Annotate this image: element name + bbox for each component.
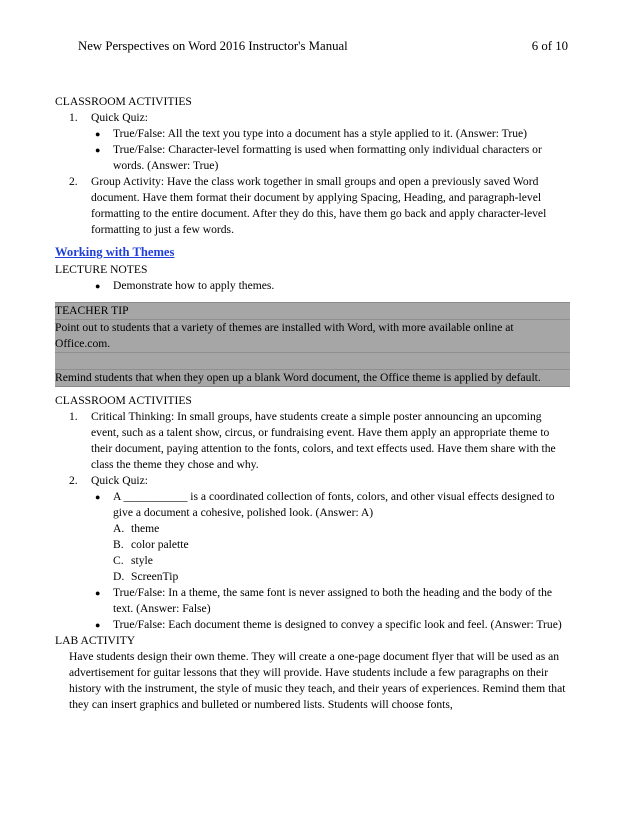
teacher-tip-paragraph: Remind students that when they open up a blank Word document, the Office theme is applied by default. bbox=[55, 371, 541, 384]
bullet-text: True/False: In a theme, the same font is never assigned to both the heading and the body of the text. (Answer: False) bbox=[113, 586, 553, 615]
answer-option bbox=[55, 569, 570, 585]
page-number: 6 of 10 bbox=[531, 39, 568, 53]
teacher-tip-paragraph: Point out to students that a variety of themes are installed with Word, with more available online at Office.com. bbox=[55, 320, 570, 353]
list-number: 1. bbox=[69, 410, 78, 423]
list-item bbox=[55, 473, 570, 489]
section-label: LAB ACTIVITY bbox=[55, 634, 136, 647]
list-item bbox=[55, 409, 570, 473]
bullet-icon: ● bbox=[95, 129, 101, 139]
teacher-tip-label: TEACHER TIP bbox=[55, 303, 570, 320]
section-label: CLASSROOM ACTIVITIES bbox=[55, 394, 192, 407]
bullet-text: True/False: All the text you type into a document has a style applied to it. (Answer: True) bbox=[113, 127, 527, 140]
option-text: ScreenTip bbox=[131, 570, 179, 583]
bullet-text: A ___________ is a coordinated collection of fonts, colors, and other visual effects designed to give a document a cohesive, polished look. (Answer: A) bbox=[113, 490, 555, 519]
page-content bbox=[55, 94, 570, 713]
teacher-tip-spacer bbox=[55, 353, 570, 370]
bullet-text: True/False: Character-level formatting is used when formatting only individual characters or words. (Answer: True) bbox=[113, 143, 542, 172]
bullet-item bbox=[55, 617, 570, 633]
list-item-text: Quick Quiz: bbox=[91, 474, 148, 487]
list-item-text: Quick Quiz: bbox=[91, 111, 148, 124]
bullet-icon: ● bbox=[95, 620, 101, 630]
option-letter: C. bbox=[113, 554, 124, 567]
header-title: New Perspectives on Word 2016 Instructor's Manual bbox=[78, 39, 348, 53]
answer-option bbox=[55, 537, 570, 553]
bullet-text: True/False: Each document theme is designed to convey a specific look and feel. (Answer: True) bbox=[113, 618, 562, 631]
list-number: 1. bbox=[69, 111, 78, 124]
bullet-icon: ● bbox=[95, 281, 101, 291]
option-letter: D. bbox=[113, 570, 125, 583]
bullet-icon: ● bbox=[95, 492, 101, 502]
bullet-item bbox=[55, 126, 570, 142]
option-letter: B. bbox=[113, 538, 124, 551]
list-item-text: Group Activity: Have the class work together in small groups and open a previously saved Word document. Have them format their document by applying Spacing, Heading, and paragraph-level formatting to the entire document. After they do this, have them go back and apply character-level formatting to just a few words. bbox=[91, 175, 547, 236]
option-letter: A. bbox=[113, 522, 125, 535]
bullet-text: Demonstrate how to apply themes. bbox=[113, 279, 275, 292]
bullet-item bbox=[55, 142, 570, 174]
option-text: theme bbox=[131, 522, 160, 535]
option-text: color palette bbox=[131, 538, 189, 551]
bullet-item bbox=[55, 585, 570, 617]
bullet-item bbox=[55, 278, 570, 294]
bullet-item bbox=[55, 489, 570, 521]
bullet-icon: ● bbox=[95, 588, 101, 598]
list-number: 2. bbox=[69, 175, 78, 188]
answer-option bbox=[55, 521, 570, 537]
list-item bbox=[55, 174, 570, 238]
option-text: style bbox=[131, 554, 153, 567]
section-heading-link[interactable]: Working with Themes bbox=[55, 245, 175, 259]
bullet-icon: ● bbox=[95, 145, 101, 155]
lab-activity-text: Have students design their own theme. They will create a one-page document flyer that will be used as an advertisement for guitar lessons that they will provide. Have students include a few paragraphs on their history with the instrument, the style of music they teach, and their years of experiences. Remind them that they can insert graphics and bulleted or numbered lists. Students will choose fonts, bbox=[69, 650, 566, 711]
page-header bbox=[78, 38, 568, 54]
answer-option bbox=[55, 553, 570, 569]
section-label: LECTURE NOTES bbox=[55, 263, 148, 276]
list-item bbox=[55, 110, 570, 126]
list-item-text: Critical Thinking: In small groups, have students create a simple poster announcing an upcoming event, such as a talent show, circus, or fundraising event. Have them apply an appropriate theme to their document, paying attention to the fonts, colors, and text effects used. Have them share with the class the theme they chose and why. bbox=[91, 410, 556, 471]
teacher-tip-box bbox=[55, 302, 570, 387]
section-label: CLASSROOM ACTIVITIES bbox=[55, 95, 192, 108]
list-number: 2. bbox=[69, 474, 78, 487]
